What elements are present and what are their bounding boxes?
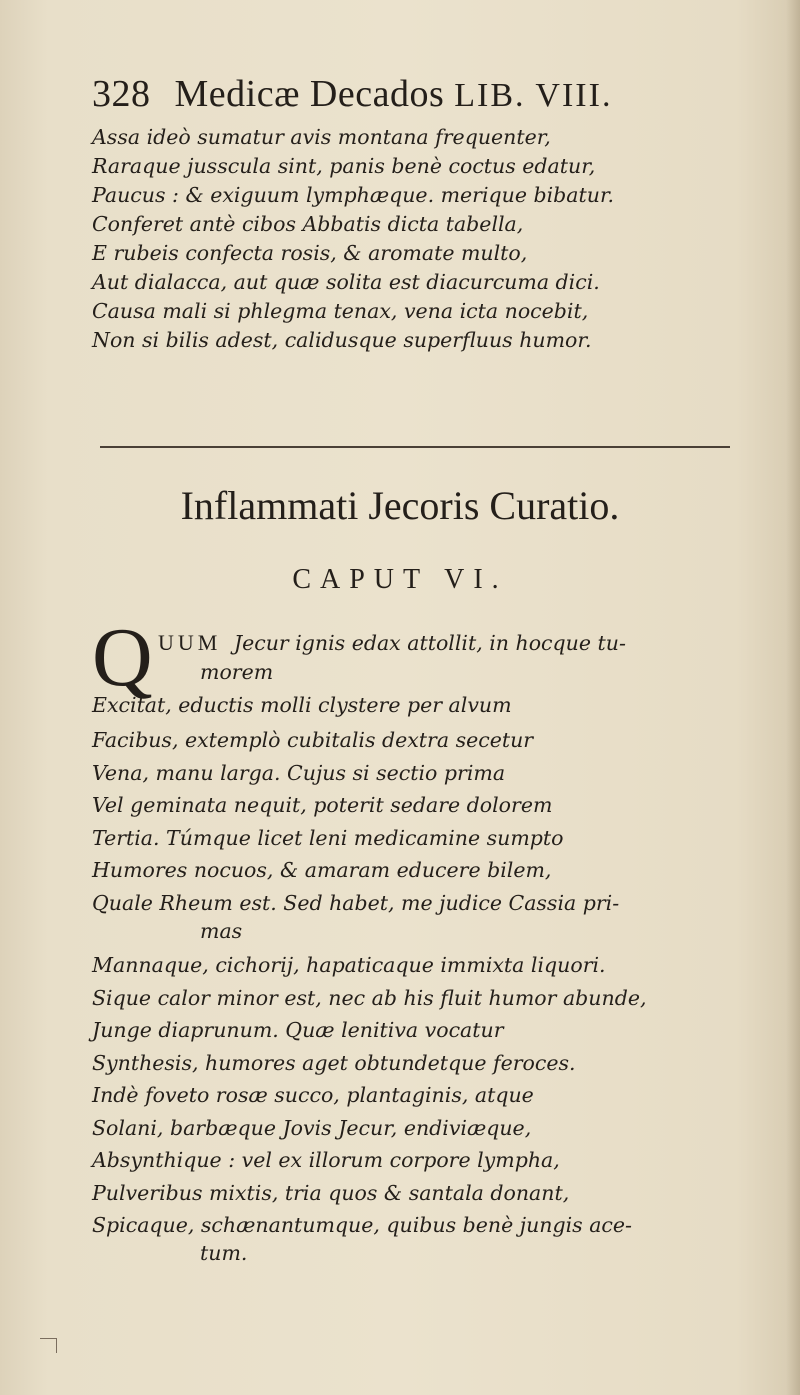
running-header <box>92 72 722 124</box>
verse-line: Sique calor minor est, nec ab his fluit humor abunde, <box>92 986 647 1010</box>
verse-line: Spicaque, schænantumque, quibus benè jungis ace- <box>92 1213 632 1237</box>
verse-line: Excitat, eductis molli clystere per alvum <box>92 693 512 717</box>
verse-line: Absynthique : vel ex illorum corpore lympha, <box>92 1148 560 1172</box>
verse-line: Synthesis, humores aget obtundetque feroces. <box>92 1051 576 1075</box>
verse-line: Vel geminata nequit, poterit sedare dolorem <box>92 793 553 817</box>
verse-line: Junge diaprunum. Quæ lenitiva vocatur <box>92 1018 504 1042</box>
book-label: LIB. VIII. <box>454 77 613 114</box>
verse-line: Paucus : & exiguum lymphæque. merique bibatur. <box>92 183 615 207</box>
verse-line: Indè foveto rosæ succo, plantaginis, atque <box>92 1083 534 1107</box>
verse-line: Vena, manu larga. Cujus si sectio prima <box>92 761 506 785</box>
verse-line: Solani, barbæque Jovis Jecur, endiviæque, <box>92 1116 532 1140</box>
drop-cap: Q <box>92 611 153 704</box>
verse-line: Aut dialacca, aut quæ solita est diacurcuma dici. <box>92 270 600 294</box>
verse-line: Pulveribus mixtis, tria quos & santala donant, <box>92 1181 570 1205</box>
verse-line: Humores nocuos, & amaram educere bilem, <box>92 858 552 882</box>
first-line-text: Jecur ignis edax attollit, in hocque tu- <box>233 631 626 655</box>
running-title: Medicæ Decados <box>174 73 445 115</box>
verse-continuation: morem <box>200 660 274 684</box>
chapter-first-line <box>158 630 768 656</box>
page-number: 328 <box>92 73 151 115</box>
verse-line: Quale Rheum est. Sed habet, me judice Cassia pri- <box>92 891 620 915</box>
verse-line: Causa mali si phlegma tenax, vena icta nocebit, <box>92 299 589 323</box>
verse-line: E rubeis confecta rosis, & aromate multo, <box>92 241 528 265</box>
section-divider <box>100 446 730 448</box>
verse-line: Conferet antè cibos Abbatis dicta tabella, <box>92 212 524 236</box>
page-edge-shadow <box>786 0 800 1395</box>
chapter-number: CAPUT VI. <box>292 564 508 595</box>
verse-line: Assa ideò sumatur avis montana frequenter, <box>92 125 551 149</box>
verse-line: Non si bilis adest, calidusque superfluus humor. <box>92 328 592 352</box>
verse-line: Mannaque, cichorij, hapaticaque immixta liquori. <box>92 953 606 977</box>
corner-mark <box>40 1338 57 1353</box>
verse-line: Raraque jusscula sint, panis benè coctus edatur, <box>92 154 596 178</box>
verse-continuation: mas <box>200 919 243 943</box>
first-word-caps: UUM <box>158 630 222 655</box>
chapter-title: Inflammati Jecoris Curatio. <box>180 483 620 528</box>
verse-line: Facibus, extemplò cubitalis dextra secetur <box>92 728 534 752</box>
verse-line: Tertia. Túmque licet leni medicamine sumpto <box>92 826 564 850</box>
verse-continuation: tum. <box>200 1241 248 1265</box>
